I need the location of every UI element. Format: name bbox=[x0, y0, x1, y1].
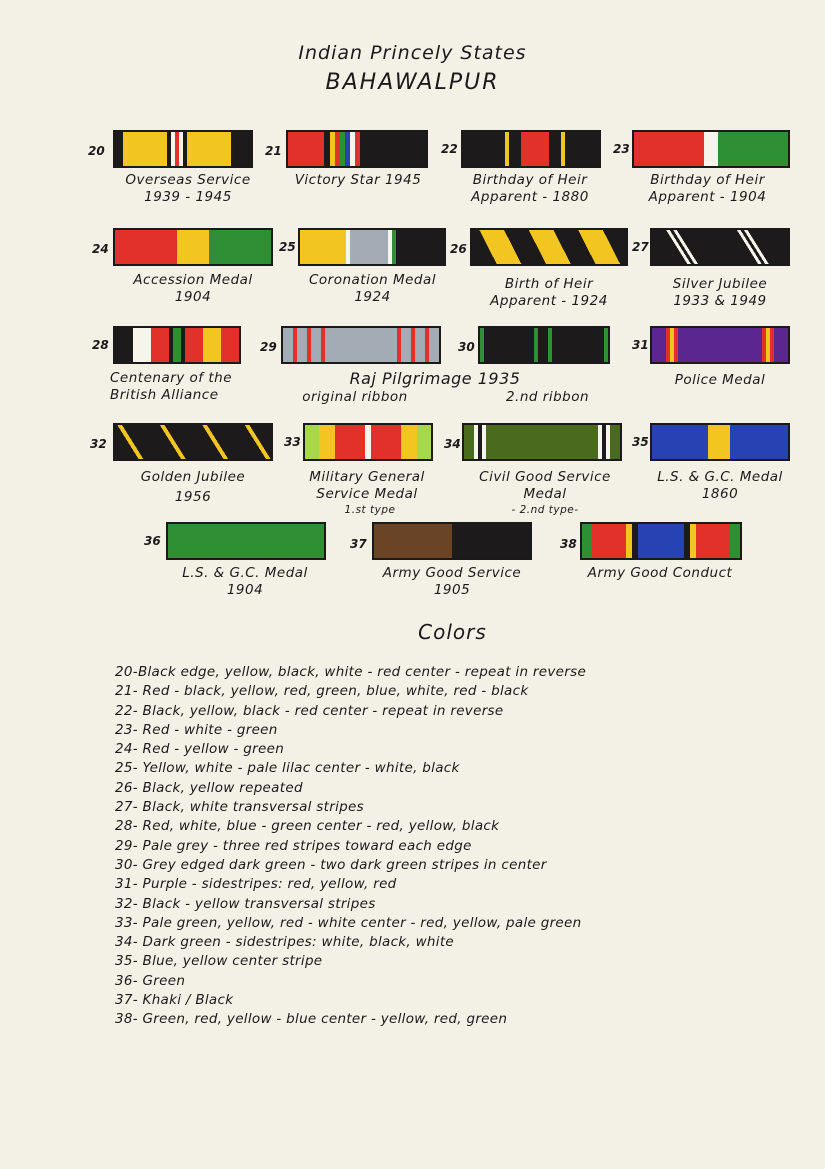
ribbon-caption: Accession Medal 1904 bbox=[133, 272, 253, 305]
ribbon-caption: Army Good Conduct bbox=[587, 565, 733, 581]
ribbon-33 bbox=[303, 423, 433, 461]
ribbon-25 bbox=[298, 228, 446, 266]
ribbon-36 bbox=[166, 522, 326, 560]
ribbon-number: 30 bbox=[458, 340, 475, 354]
color-description: 36- Green bbox=[115, 972, 186, 989]
ribbon-23 bbox=[632, 130, 790, 168]
ribbon-caption: Coronation Medal 1924 bbox=[308, 272, 437, 305]
ribbon-34 bbox=[462, 423, 622, 461]
color-description: 30- Grey edged dark green - two dark green stripes in center bbox=[115, 856, 547, 873]
ribbon-24 bbox=[113, 228, 273, 266]
ribbon-caption: Victory Star 1945 bbox=[294, 172, 422, 188]
ribbon-20 bbox=[113, 130, 253, 168]
ribbon-number: 21 bbox=[265, 144, 282, 158]
ribbon-caption: Overseas Service 1939 - 1945 bbox=[125, 172, 251, 205]
ribbon-caption: Police Medal bbox=[674, 372, 766, 388]
ribbon-number: 36 bbox=[144, 534, 161, 548]
color-description: 23- Red - white - green bbox=[115, 721, 278, 738]
color-description: 28- Red, white, blue - green center - red, yellow, black bbox=[115, 818, 500, 835]
color-description: 35- Blue, yellow center stripe bbox=[115, 953, 323, 970]
ribbon-28 bbox=[113, 326, 241, 364]
ribbon-number: 27 bbox=[632, 240, 649, 254]
ribbon-number: 33 bbox=[284, 435, 301, 449]
ribbon-26 bbox=[470, 228, 628, 266]
ribbon-number: 28 bbox=[92, 338, 109, 352]
ribbon-30 bbox=[478, 326, 610, 364]
ribbon-caption: Birthday of Heir Apparent - 1904 bbox=[648, 172, 767, 205]
color-description: 32- Black - yellow transversal stripes bbox=[115, 895, 376, 912]
ribbon-35 bbox=[650, 423, 790, 461]
color-description: 37- Khaki / Black bbox=[115, 992, 234, 1009]
color-description: 33- Pale green, yellow, red - white center - red, yellow, pale green bbox=[115, 914, 582, 931]
ribbon-number: 24 bbox=[92, 242, 109, 256]
color-description: 38- Green, red, yellow - blue center - yellow, red, green bbox=[115, 1011, 508, 1028]
colors-list bbox=[115, 664, 755, 1031]
ribbon-29-first-ribbon-label: original ribbon bbox=[302, 389, 408, 405]
ribbon-number: 38 bbox=[560, 537, 577, 551]
ribbon-32 bbox=[113, 423, 273, 461]
ribbon-caption: Raj Pilgrimage 1935 bbox=[349, 369, 521, 388]
ribbon-30-second-ribbon-label: 2.nd ribbon bbox=[505, 389, 590, 405]
ribbon-caption: Golden Jubilee 1956 bbox=[140, 469, 246, 505]
ribbon-number: 32 bbox=[90, 437, 107, 451]
ribbon-number: 34 bbox=[444, 437, 461, 451]
ribbon-38 bbox=[580, 522, 742, 560]
ribbon-caption: L.S. & G.C. Medal 1904 bbox=[182, 565, 308, 598]
ribbon-number: 25 bbox=[279, 240, 296, 254]
ribbon-caption: Silver Jubilee 1933 & 1949 bbox=[672, 276, 768, 309]
ribbon-21 bbox=[286, 130, 428, 168]
ribbon-caption: Army Good Service 1905 bbox=[382, 565, 522, 598]
ribbon-number: 37 bbox=[350, 537, 367, 551]
ribbon-37 bbox=[372, 522, 532, 560]
ribbon-27 bbox=[650, 228, 790, 266]
ribbon-caption: Military General Service Medal bbox=[309, 469, 425, 502]
ribbon-29 bbox=[281, 326, 441, 364]
ribbon-number: 31 bbox=[632, 338, 649, 352]
color-description: 25- Yellow, white - pale lilac center - white, black bbox=[115, 760, 460, 777]
ribbon-number: 35 bbox=[632, 435, 649, 449]
ribbon-number: 26 bbox=[450, 242, 467, 256]
ribbon-number: 22 bbox=[441, 142, 458, 156]
ribbon-31 bbox=[650, 326, 790, 364]
color-description: 26- Black, yellow repeated bbox=[115, 779, 303, 796]
ribbon-caption: L.S. & G.C. Medal 1860 bbox=[657, 469, 783, 502]
color-description: 20-Black edge, yellow, black, white - red center - repeat in reverse bbox=[115, 664, 587, 680]
page-title: Indian Princely States bbox=[298, 42, 527, 64]
ribbon-caption: Birth of Heir Apparent - 1924 bbox=[490, 276, 608, 309]
ribbon-caption: Birthday of Heir Apparent - 1880 bbox=[471, 172, 589, 205]
color-description: 24- Red - yellow - green bbox=[115, 741, 285, 758]
color-description: 34- Dark green - sidestripes: white, black, white bbox=[115, 934, 455, 951]
color-description: 22- Black, yellow, black - red center - repeat in reverse bbox=[115, 702, 504, 719]
ribbon-number: 29 bbox=[260, 340, 277, 354]
ribbon-number: 20 bbox=[88, 144, 105, 158]
ribbon-caption: Centenary of the British Alliance bbox=[110, 370, 233, 403]
ribbon-caption: Civil Good Service Medal bbox=[479, 469, 611, 502]
ribbon-22 bbox=[461, 130, 601, 168]
page-subtitle: BAHAWALPUR bbox=[325, 70, 500, 95]
color-description: 29- Pale grey - three red stripes toward each edge bbox=[115, 837, 472, 854]
color-description: 31- Purple - sidestripes: red, yellow, red bbox=[115, 876, 397, 893]
ribbon-33-type-note: 1.st type bbox=[344, 504, 396, 516]
ribbon-34-type-note: - 2.nd type- bbox=[511, 504, 579, 516]
color-description: 27- Black, white transversal stripes bbox=[115, 799, 364, 816]
ribbon-number: 23 bbox=[613, 142, 630, 156]
colors-heading: Colors bbox=[418, 620, 487, 644]
color-description: 21- Red - black, yellow, red, green, blue, white, red - black bbox=[115, 683, 529, 700]
